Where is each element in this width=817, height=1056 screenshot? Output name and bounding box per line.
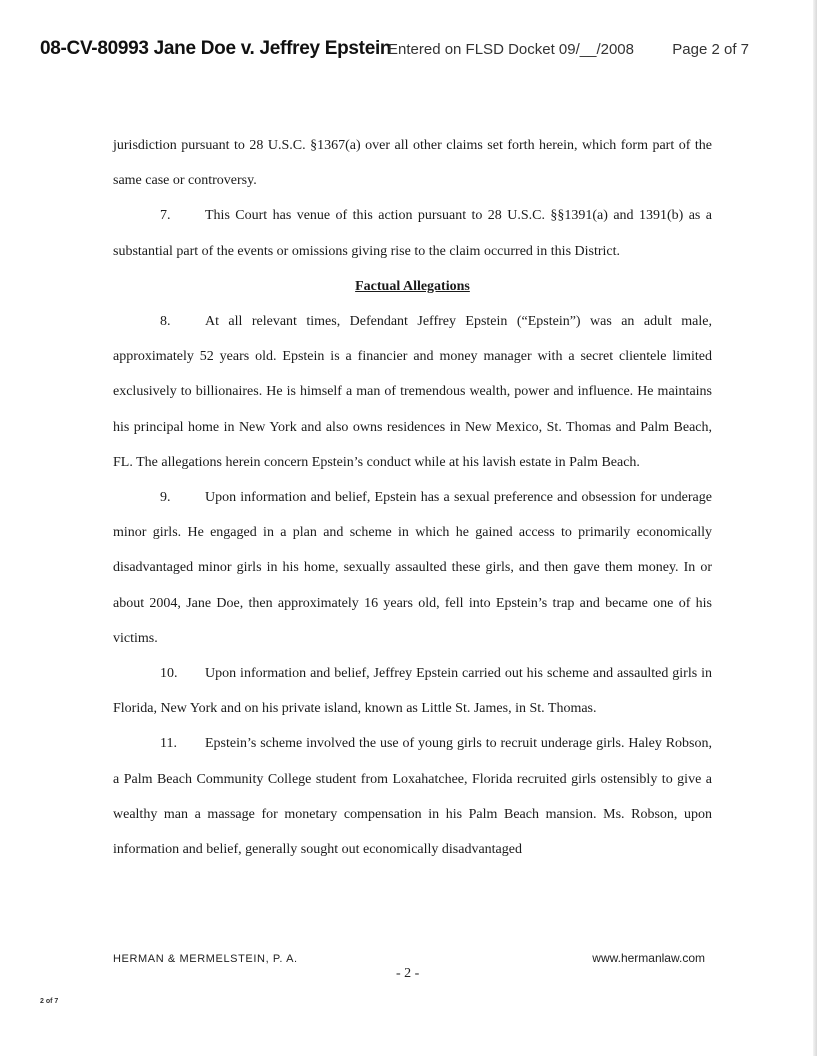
paragraph-text: jurisdiction pursuant to 28 U.S.C. §1367(a) over all other claims set forth herein, which form part of the same case or controversy. bbox=[113, 138, 712, 189]
paragraph-7 bbox=[113, 198, 712, 268]
paragraph-continuation bbox=[113, 128, 712, 198]
paragraph-9 bbox=[113, 480, 712, 656]
law-firm-name: HERMAN & MERMELSTEIN, P. A. bbox=[113, 953, 298, 965]
paragraph-text: Epstein’s scheme involved the use of young girls to recruit underage girls. Haley Robson, a Palm Beach Community College student from Loxahatchee, Florida recruited girls ostensibly to give a wealthy man a massage for monetary compensation in his Palm Beach mansion. Ms. Robson, upon information and belief, generally sought out economically disadvantaged bbox=[113, 736, 712, 858]
paragraph-text: This Court has venue of this action pursuant to 28 U.S.C. §§1391(a) and 1391(b) as a substantial part of the events or omissions giving rise to the claim occurred in this District. bbox=[113, 208, 712, 259]
paragraph-8 bbox=[113, 304, 712, 480]
paragraph-text: Upon information and belief, Jeffrey Epstein carried out his scheme and assaulted girls in Florida, New York and on his private island, known as Little St. James, in St. Thomas. bbox=[113, 666, 712, 717]
scan-edge bbox=[813, 0, 817, 1056]
firm-website: www.hermanlaw.com bbox=[592, 951, 705, 965]
paragraph-number: 9. bbox=[160, 490, 171, 506]
paragraph-number: 7. bbox=[160, 208, 171, 224]
case-number-stamp: 08-CV-80993 Jane Doe v. Jeffrey Epstein bbox=[40, 38, 392, 59]
section-heading: Factual Allegations bbox=[355, 278, 470, 294]
paragraph-11 bbox=[113, 726, 712, 867]
page-count: Page 2 of 7 bbox=[672, 41, 749, 58]
paragraph-number: 11. bbox=[160, 736, 177, 752]
page-corner-mark: 2 of 7 bbox=[40, 998, 59, 1005]
paragraph-number: 10. bbox=[160, 666, 178, 682]
document-body bbox=[113, 128, 712, 867]
paragraph-10 bbox=[113, 656, 712, 726]
page-number: - 2 - bbox=[396, 966, 420, 981]
docket-entry-stamp: Entered on FLSD Docket 09/__/2008 bbox=[388, 41, 634, 58]
paragraph-number: 8. bbox=[160, 314, 171, 330]
paragraph-text: Upon information and belief, Epstein has a sexual preference and obsession for underage minor girls. He engaged in a plan and scheme in which he gained access to primarily economically disadvantaged minor girls in his home, sexually assaulted these girls, and then gave them money. In or about 2004, Jane Doe, then approximately 16 years old, fell into Epstein’s trap and became one of his victims. bbox=[113, 490, 712, 646]
document-header bbox=[40, 38, 747, 66]
paragraph-text: At all relevant times, Defendant Jeffrey Epstein (“Epstein”) was an adult male, approximately 52 years old. Epstein is a financier and money manager with a secret clientele limited exclusively to billionaires. He is himself a man of tremendous wealth, power and influence. He maintains his principal home in New York and also owns residences in New Mexico, St. Thomas and Palm Beach, FL. The allegations herein concern Epstein’s conduct while at his lavish estate in Palm Beach. bbox=[113, 314, 712, 470]
